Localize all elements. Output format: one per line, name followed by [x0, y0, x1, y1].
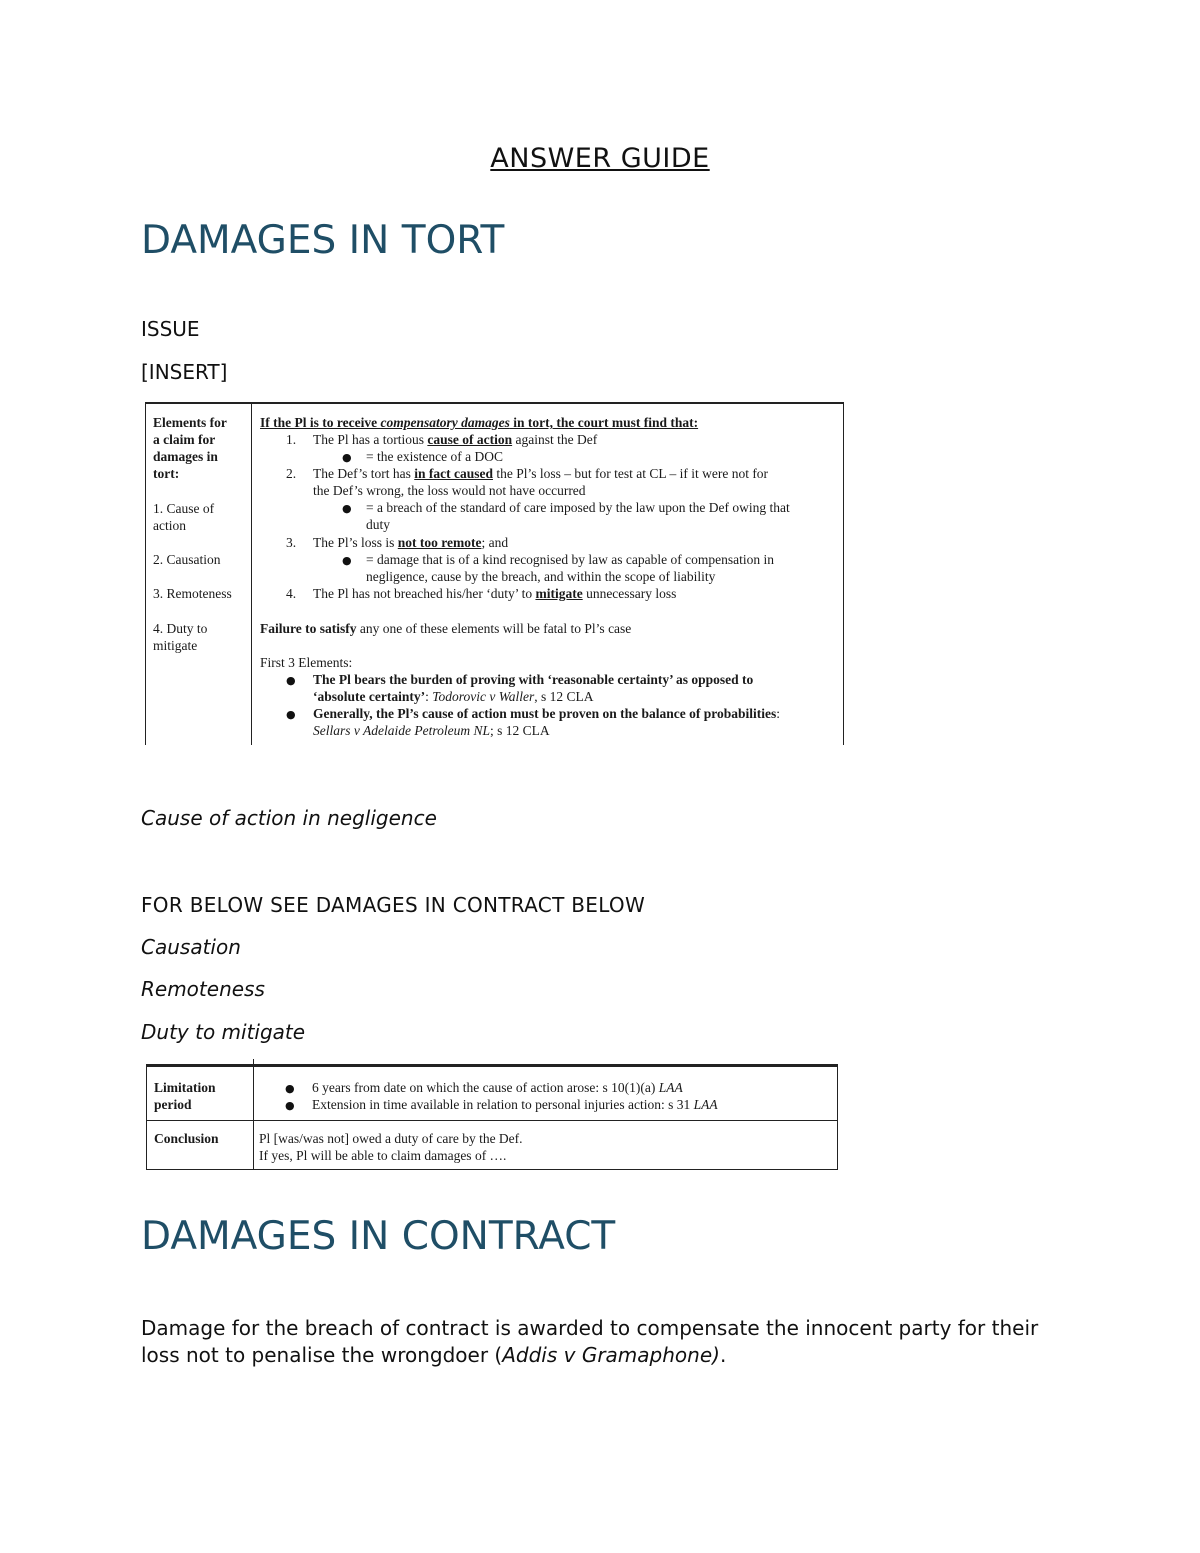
element-number: 2. [286, 466, 297, 481]
conclusion-label: Conclusion [154, 1131, 219, 1146]
bullet-icon: ● [286, 708, 296, 721]
element-bullet: = the existence of a DOC [366, 449, 503, 464]
conclusion-line: If yes, Pl will be able to claim damages of …. [259, 1148, 507, 1163]
bullet-icon: ● [285, 1099, 295, 1112]
element-number: 3. [286, 535, 297, 550]
limitation-label: Limitation [154, 1080, 216, 1095]
bullet-icon: ● [342, 554, 352, 567]
conclusion-line: Pl [was/was not] owed a duty of care by the Def. [259, 1131, 523, 1146]
first-three-bullet: Generally, the Pl’s cause of action must be proven on the balance of probabilities: [313, 706, 781, 721]
first-three-label: First 3 Elements: [260, 655, 353, 670]
element-line: The Pl’s loss is not too remote; and [313, 535, 509, 550]
causation-heading: Causation [141, 935, 241, 959]
bullet-icon: ● [286, 674, 296, 687]
left-item: 1. Cause of [153, 501, 215, 516]
limitation-bullet: Extension in time available in relation to personal injuries action: s 31 LAA [312, 1097, 718, 1112]
left-title-line: damages in [153, 449, 218, 464]
insert-placeholder: [INSERT] [141, 360, 228, 384]
element-line: The Pl has a tortious cause of action against the Def [313, 432, 598, 447]
left-item: 3. Remoteness [153, 586, 232, 601]
first-three-bullet: ‘absolute certainty’: Todorovic v Waller, s 12 CLA [313, 689, 594, 704]
left-title-line: a claim for [153, 432, 216, 447]
intro-line: If the Pl is to receive compensatory damages in tort, the court must find that: [260, 415, 699, 430]
element-number: 1. [286, 432, 297, 447]
limitation-label: period [154, 1097, 192, 1112]
limitation-bullet: 6 years from date on which the cause of action arose: s 10(1)(a) LAA [312, 1080, 683, 1095]
limitation-table [146, 1064, 838, 1170]
table-divider [147, 1120, 837, 1121]
left-item: mitigate [153, 638, 198, 653]
element-bullet: negligence, cause by the breach, and within the scope of liability [366, 569, 716, 584]
bullet-icon: ● [342, 451, 352, 464]
left-item: action [153, 518, 186, 533]
first-three-bullet: The Pl bears the burden of proving with ‘reasonable certainty’ as opposed to [313, 672, 754, 687]
element-line: The Pl has not breached his/her ‘duty’ to mitigate unnecessary loss [313, 586, 677, 601]
element-line: The Def’s tort has in fact caused the Pl’s loss – but for test at CL – if it were not for [313, 466, 769, 481]
left-title-line: tort: [153, 466, 180, 481]
bullet-icon: ● [285, 1082, 295, 1095]
element-number: 4. [286, 586, 297, 601]
failure-line: Failure to satisfy any one of these elements will be fatal to Pl’s case [260, 621, 632, 636]
table-divider [251, 404, 252, 745]
first-three-bullet: Sellars v Adelaide Petroleum NL; s 12 CLA [313, 723, 550, 738]
tort-heading: DAMAGES IN TORT [141, 218, 505, 263]
left-item: 2. Causation [153, 552, 221, 567]
contract-heading: DAMAGES IN CONTRACT [141, 1214, 616, 1259]
element-bullet: duty [366, 517, 391, 532]
element-line: the Def’s wrong, the loss would not have occurred [313, 483, 586, 498]
element-bullet: = damage that is of a kind recognised by law as capable of compensation in [366, 552, 774, 567]
left-item: 4. Duty to [153, 621, 208, 636]
bullet-icon: ● [342, 502, 352, 515]
left-title-line: Elements for [153, 415, 227, 430]
table-divider [253, 1059, 254, 1169]
mitigate-heading: Duty to mitigate [141, 1020, 306, 1044]
cause-heading: Cause of action in negligence [141, 806, 437, 830]
elements-table [145, 402, 844, 745]
guide-title: ANSWER GUIDE [490, 143, 710, 174]
element-bullet: = a breach of the standard of care imposed by the law upon the Def owing that [366, 500, 790, 515]
issue-label: ISSUE [141, 317, 200, 341]
see-below-note: FOR BELOW SEE DAMAGES IN CONTRACT BELOW [141, 893, 646, 917]
contract-paragraph: Damage for the breach of contract is awarded to compensate the innocent party for their loss not to penalise the wrongdoer (Addis v Gramaphone). [141, 1316, 1039, 1367]
remoteness-heading: Remoteness [141, 977, 265, 1001]
